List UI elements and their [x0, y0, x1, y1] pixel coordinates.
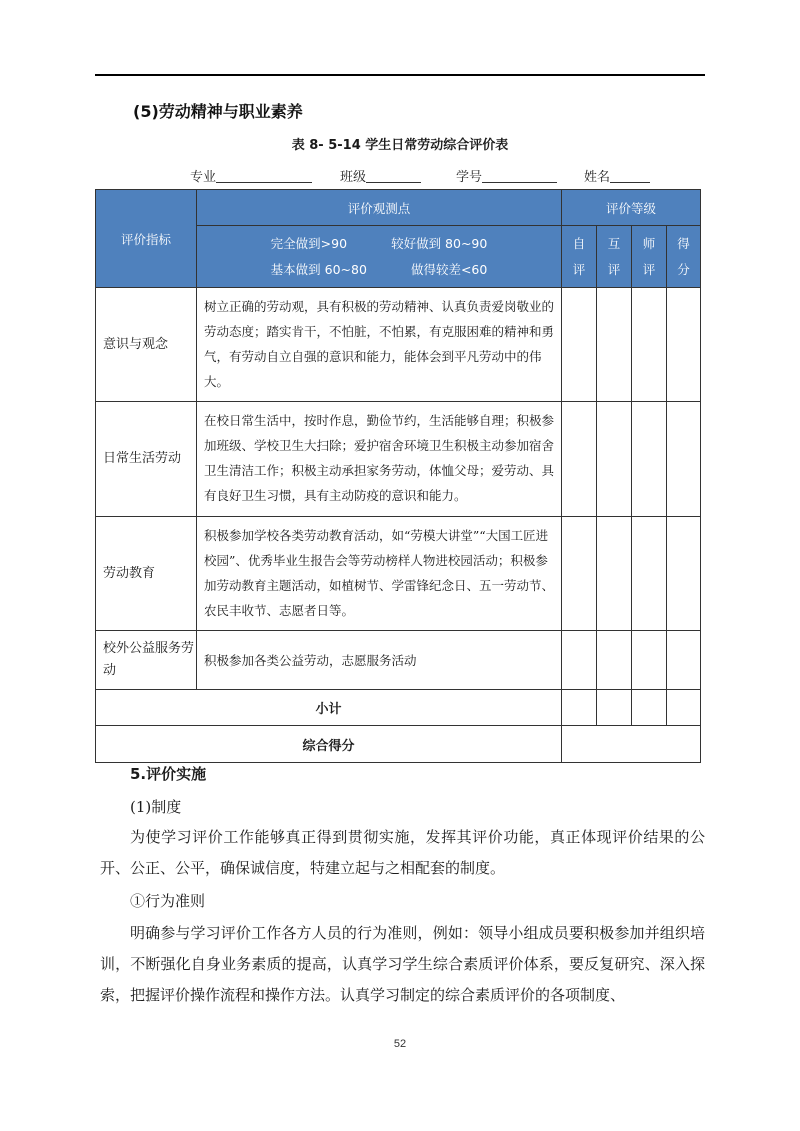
row-description: 积极参加各类公益劳动，志愿服务活动 — [197, 631, 562, 690]
student-id-label: 学号 — [456, 170, 483, 185]
page-number: 52 — [393, 1038, 407, 1050]
header-rule — [95, 74, 705, 76]
peer-eval-cell[interactable] — [597, 288, 632, 402]
header-self-eval: 自 评 — [562, 226, 597, 288]
table-row — [96, 402, 701, 517]
criteria-full: 完全做到>90 — [270, 235, 348, 251]
teacher-eval-cell[interactable] — [632, 690, 667, 726]
total-row — [96, 726, 701, 763]
score-cell[interactable] — [667, 288, 701, 402]
row-indicator: 校外公益服务劳动 — [96, 631, 197, 690]
self-eval-cell[interactable] — [562, 402, 597, 517]
peer-eval-cell[interactable] — [597, 690, 632, 726]
header-observation: 评价观测点 — [197, 190, 562, 226]
total-score-cell[interactable] — [562, 726, 701, 763]
header-grade: 评价等级 — [562, 190, 701, 226]
student-id-blank — [482, 168, 557, 183]
peer-eval-cell[interactable] — [597, 517, 632, 631]
self-eval-cell[interactable] — [562, 631, 597, 690]
section-heading: (5)劳动精神与职业素养 — [133, 102, 303, 121]
header-score: 得 分 — [667, 226, 701, 288]
student-info-row — [190, 166, 650, 185]
subtotal-label: 小计 — [96, 690, 562, 726]
score-cell[interactable] — [667, 517, 701, 631]
class-blank — [366, 168, 421, 183]
row-description: 树立正确的劳动观，具有积极的劳动精神、认真负责爱岗敬业的劳动态度；踏实肯干，不怕脏，不怕累，有克服困难的精神和勇气，有劳动自立自强的意识和能力，能体会到平凡劳动中的伟大。 — [197, 288, 562, 402]
name-blank — [610, 168, 650, 183]
total-label: 综合得分 — [96, 726, 562, 763]
paragraph-system: 为使学习评价工作能够真正得到贯彻实施，发挥其评价功能，真正体现评价结果的公开、公正、公平，确保诚信度，特建立起与之相配套的制度。 — [100, 828, 705, 877]
name-label: 姓名 — [584, 170, 611, 185]
header-teacher-eval: 师 评 — [632, 226, 667, 288]
score-cell[interactable] — [667, 402, 701, 517]
criteria-poor: 做得较差<60 — [410, 261, 488, 277]
row-description: 在校日常生活中，按时作息，勤俭节约，生活能够自理；积极参加班级、学校卫生大扫除；爱护宿舍环境卫生积极主动参加宿舍卫生清洁工作；积极主动承担家务劳动，体恤父母；爱劳动、具有良好卫生习惯，具有主动防疫的意识和能力。 — [197, 402, 562, 517]
table-row — [96, 288, 701, 402]
self-eval-cell[interactable] — [562, 690, 597, 726]
table-caption: 表 8- 5-14 学生日常劳动综合评价表 — [291, 138, 509, 153]
peer-eval-cell[interactable] — [597, 631, 632, 690]
header-indicator: 评价指标 — [96, 190, 197, 288]
class-label: 班级 — [340, 170, 367, 185]
table-row — [96, 631, 701, 690]
major-label: 专业 — [190, 170, 217, 185]
row-indicator: 日常生活劳动 — [96, 402, 197, 517]
subsection-system: (1)制度 — [130, 798, 182, 816]
subtotal-row — [96, 690, 701, 726]
evaluation-table — [95, 189, 701, 763]
criteria-basic: 基本做到 60~80 — [270, 261, 367, 277]
criteria-good: 较好做到 80~90 — [391, 235, 488, 251]
teacher-eval-cell[interactable] — [632, 402, 667, 517]
self-eval-cell[interactable] — [562, 517, 597, 631]
peer-eval-cell[interactable] — [597, 402, 632, 517]
self-eval-cell[interactable] — [562, 288, 597, 402]
major-blank — [216, 168, 312, 183]
paragraph-code-of-conduct: 明确参与学习评价工作各方人员的行为准则，例如：领导小组成员要积极参加并组织培训，不断强化自身业务素质的提高，认真学习学生综合素质评价体系，要反复研究、深入探索，把握评价操作流程和操作方法。认真学习制定的综合素质评价的各项制度、 — [100, 924, 705, 1004]
score-cell[interactable] — [667, 690, 701, 726]
score-cell[interactable] — [667, 631, 701, 690]
row-indicator: 意识与观念 — [96, 288, 197, 402]
section5-heading: 5.评价实施 — [130, 765, 207, 783]
header-peer-eval: 互 评 — [597, 226, 632, 288]
teacher-eval-cell[interactable] — [632, 288, 667, 402]
subsection-code-of-conduct: ①行为准则 — [130, 892, 206, 910]
row-description: 积极参加学校各类劳动教育活动，如“劳模大讲堂”“大国工匠进校园”、优秀毕业生报告会等劳动榜样人物进校园活动；积极参加劳动教育主题活动，如植树节、学雷锋纪念日、五一劳动节、农民丰收节、志愿者日等。 — [197, 517, 562, 631]
header-criteria — [197, 226, 562, 288]
table-row — [96, 517, 701, 631]
row-indicator: 劳动教育 — [96, 517, 197, 631]
teacher-eval-cell[interactable] — [632, 517, 667, 631]
teacher-eval-cell[interactable] — [632, 631, 667, 690]
